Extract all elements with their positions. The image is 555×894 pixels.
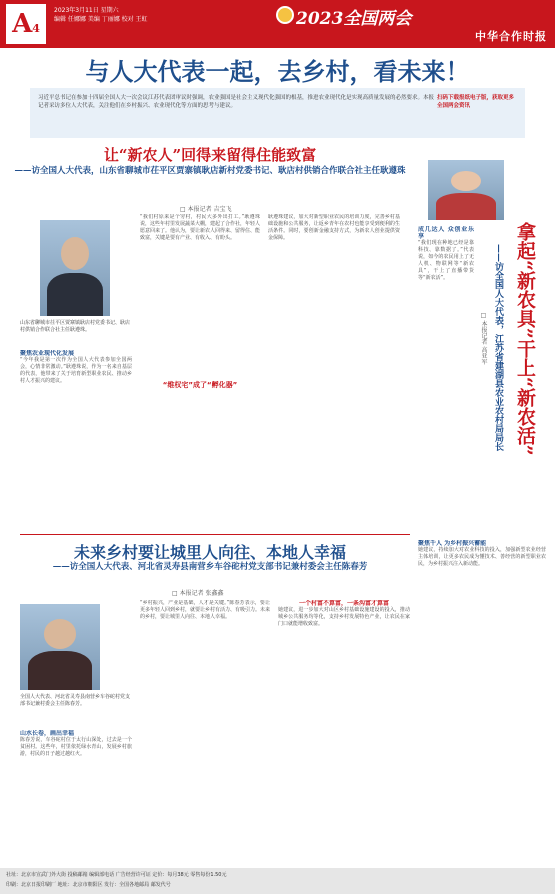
article1-subheadline: ——访全国人大代表，山东省聊城市茌平区贾寨镇耿店新村党委书记、耿店村供销合作联合社主任耿遵珠 — [14, 166, 406, 176]
article3-subheadline: ——访全国人大代表，江苏省建湖县农业农村局局长 — [493, 244, 503, 451]
issue-date: 2023年3月11日 星期六 — [54, 7, 119, 14]
intro-box — [30, 88, 525, 138]
article2-caption: 全国人大代表、河北省灵寿县南营乡车谷砣村党支部书记兼村委会主任陈春芳。 — [20, 694, 131, 707]
article2-col-mid: “乡村振兴，产业是基础，人才是关键。”陈春芳表示，要让更多年轻人回到乡村，就要让乡村有活力、有吸引力。未来的乡村，要让城里人向往、本地人幸福。 — [140, 600, 270, 620]
article2-headline: 未来乡村要让城里人向往、本地人幸福 — [73, 543, 346, 562]
article3-col-bottom: 聚焦千人 为乡村振兴蓄能 她建议，持续加大对农业科技的投入，加强新型农业经营主体培训，让更多农民成为懂技术、善经营的新型职业农民，为乡村振兴注入新动能。 — [418, 540, 546, 567]
article2-section-2: 山水长卷，画出幸福 — [20, 730, 75, 737]
article3-section-1: 成几达人 众创业乐享 — [418, 226, 474, 240]
page-number-badge: A4 — [6, 4, 46, 44]
article2-col-left: 山水长卷，画出幸福 陈春芳说，车谷砣村位于太行山深处，过去是一个贫困村。这些年，村里依托绿水青山，发展乡村旅游，村民的日子越过越红火。 — [20, 730, 132, 757]
article1-col-left: 聚焦农业现代化发展 “今年我是第一次作为全国人大代表参加全国两会，心情非常激动。”耿遵珠说，作为一名来自基层的代表，他带来了关于培育新型职业农民、推动乡村人才振兴的建议。 — [20, 350, 132, 384]
article1-headline: 让“新农人”回得来留得住能致富 — [103, 146, 317, 164]
article3-photo — [428, 160, 504, 220]
article1-col-mid: “我们村原来是个穷村，村民大多外出打工。”耿遵珠说，这些年村里发展蔬菜大棚，建起了合作社，年轻人愿意回来了。他认为，要让新农人回得来、留得住、能致富，关键是要有产业、有收入、有盼头。 — [140, 214, 260, 241]
page-footer — [0, 868, 555, 894]
qr-tagline: 扫码下载报纸电子版，获取更多全国两会资讯 — [437, 95, 515, 109]
article2-section-1: 一个村富不算富，一条沟富才算富 — [298, 600, 389, 607]
article2-byline: □ 本报记者 张鑫鑫 — [172, 590, 224, 597]
footer-line-2: 印刷：北京日报印刷厂 地址：北京市朝阳区 发行：全国各地邮局 邮发代号 — [6, 882, 171, 888]
article3-section-2: 聚焦千人 为乡村振兴蓄能 — [418, 540, 487, 547]
article1-col-right: 耿遵珠建议，加大对新型职业农民的培训力度，完善乡村基础设施和公共服务，让返乡青年在农村也能享受到便利的生活条件。同时，要创新金融支持方式，为新农人创业提供资金保障。 — [268, 214, 400, 241]
article1-caption: 山东省聊城市茌平区贾寨镇耿店村党委书记、耿店村供销合作联合社主任耿遵珠。 — [20, 320, 131, 333]
intro-text: 习近平总书记在参加十四届全国人大一次会议江苏代表团审议时强调，农业强国是社会主义现代化强国的根基，推进农业现代化是实现高质量发展的必然要求。本报记者采访多位人大代表，关注他们在乡村振兴、农业现代化等方面的思考与建议。 — [38, 95, 435, 109]
main-headline: 与人大代表一起，去乡村，看未来！ — [85, 57, 470, 86]
article2-subheadline: ——访全国人大代表、河北省灵寿县南营乡车谷砣村党支部书记兼村委会主任陈春芳 — [52, 562, 368, 572]
section-banner: 2023全国两会 — [296, 9, 412, 29]
page-header — [0, 0, 555, 48]
article1-section-1: 聚焦农业现代化发展 — [20, 350, 75, 357]
article3-headline: 拿起“新农具”干上“新农活” — [514, 222, 536, 456]
emblem-icon — [276, 6, 294, 24]
article3-byline: □ 本报记者 高亚军 — [480, 312, 487, 365]
article2-photo — [20, 604, 100, 690]
newspaper-brand: 中华合作时报 — [475, 30, 547, 43]
article1-byline: □ 本报记者 吉宝飞 — [180, 206, 232, 213]
article-divider — [20, 534, 410, 535]
article1-section-2: “维权宅”成了“孵化器” — [162, 381, 238, 389]
article2-col-right: 一个村富不算富，一条沟富才算富 她建议，进一步加大对山区乡村基础设施建设的投入，推动城乡公共服务均等化，支持乡村发展特色产业，让农民在家门口就能增收致富。 — [278, 600, 410, 627]
article1-photo — [40, 220, 110, 316]
article3-col-top: 成几达人 众创业乐享 “我们现在种地已经是靠科技、靠数据了。”代表说，如今的农民用上了无人机、物联网等“新农具”，干上了直播带货等“新农活”。 — [418, 226, 474, 281]
issue-editors: 编辑 任娜娜 美编 丁丽娜 校对 王虹 — [54, 16, 148, 23]
issue-meta — [54, 6, 148, 24]
footer-line-1: 社址：北京市宣武门外大街 投稿邮箱 编辑部电话 广告经营许可证 定价：每月38元 零售每份1.50元 — [6, 872, 227, 878]
